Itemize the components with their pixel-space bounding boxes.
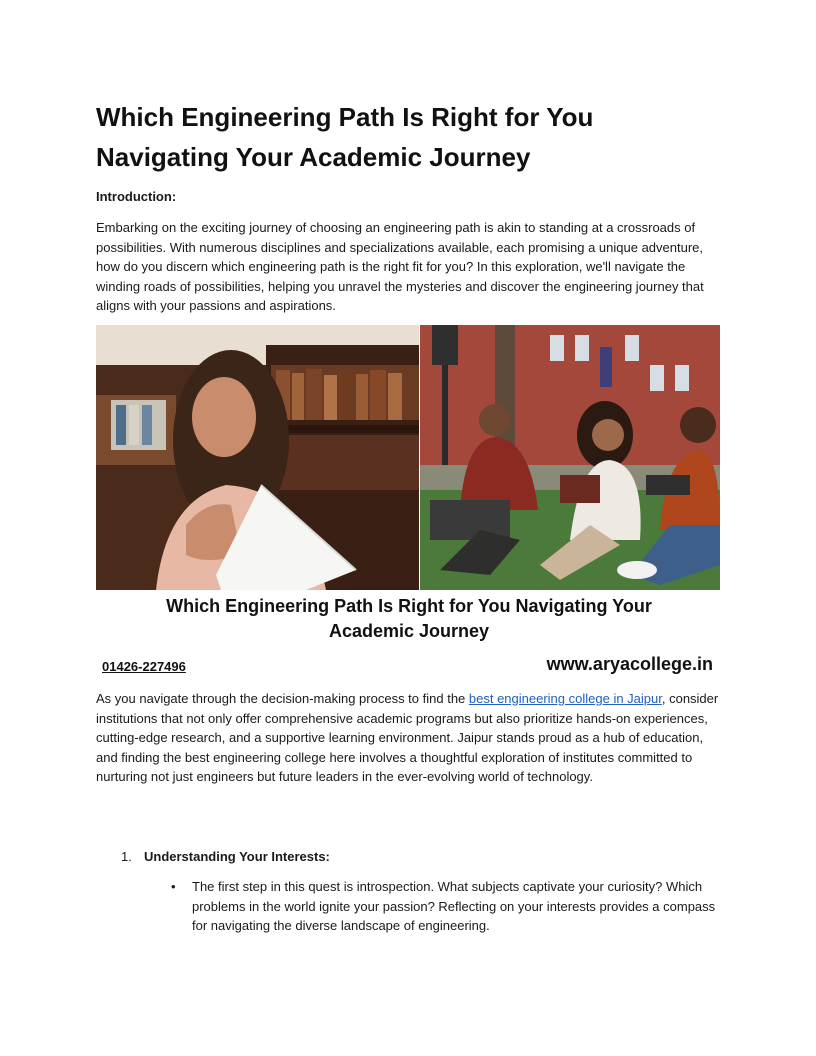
banner-caption <box>96 594 722 644</box>
website-address: www.aryacollege.in <box>546 654 713 674</box>
list-item-number: 1. <box>121 849 132 864</box>
contact-phone: 01426-227496 <box>102 659 186 674</box>
caption-line-2: Academic Journey <box>328 621 490 641</box>
student-reading-photo <box>96 325 419 590</box>
intro-heading: Introduction: <box>96 189 177 204</box>
caption-line-1: Which Engineering Path Is Right for You Navigating Your <box>166 596 652 616</box>
title-line-1: Which Engineering Path Is Right for You <box>96 102 594 132</box>
bullet-icon: • <box>171 879 176 894</box>
students-campus-photo <box>420 325 720 590</box>
college-paragraph <box>96 689 722 787</box>
best-engineering-college-link[interactable]: best engineering college in Jaipur <box>468 691 662 706</box>
paragraph-text-after-link: , consider institutions that not only offer comprehensive academic programs but also prioritize hands-on experiences, cutting-edge research, and a supportive learning environment. Jaipur stands proud as a hub of education, and finding the best engineering college here involves a thoughtful exploration of institutes committed to nurturing not just engineers but future leaders in the ever-evolving world of technology. <box>96 691 719 784</box>
page-title <box>96 97 736 177</box>
title-line-2: Navigating Your Academic Journey <box>96 142 531 172</box>
bullet-text: The first step in this quest is introspection. What subjects captivate your curiosity? Which problems in the world ignite your passion? Reflecting on your interests provides a compass for navigating the diverse landscape of engineering. <box>192 879 716 933</box>
paragraph-text-before-link: As you navigate through the decision-making process to find the <box>96 691 469 706</box>
list-item-heading: Understanding Your Interests: <box>144 849 330 864</box>
intro-paragraph: Embarking on the exciting journey of choosing an engineering path is akin to standing at a crossroads of possibilities. With numerous disciplines and specializations available, each promising a unique adventure, how do you discern which engineering path is the right fit for you? In this exploration, we'll navigate the winding roads of possibilities, helping you unravel the mysteries and discover the engineering journey that aligns with your passions and aspirations. <box>96 220 704 313</box>
